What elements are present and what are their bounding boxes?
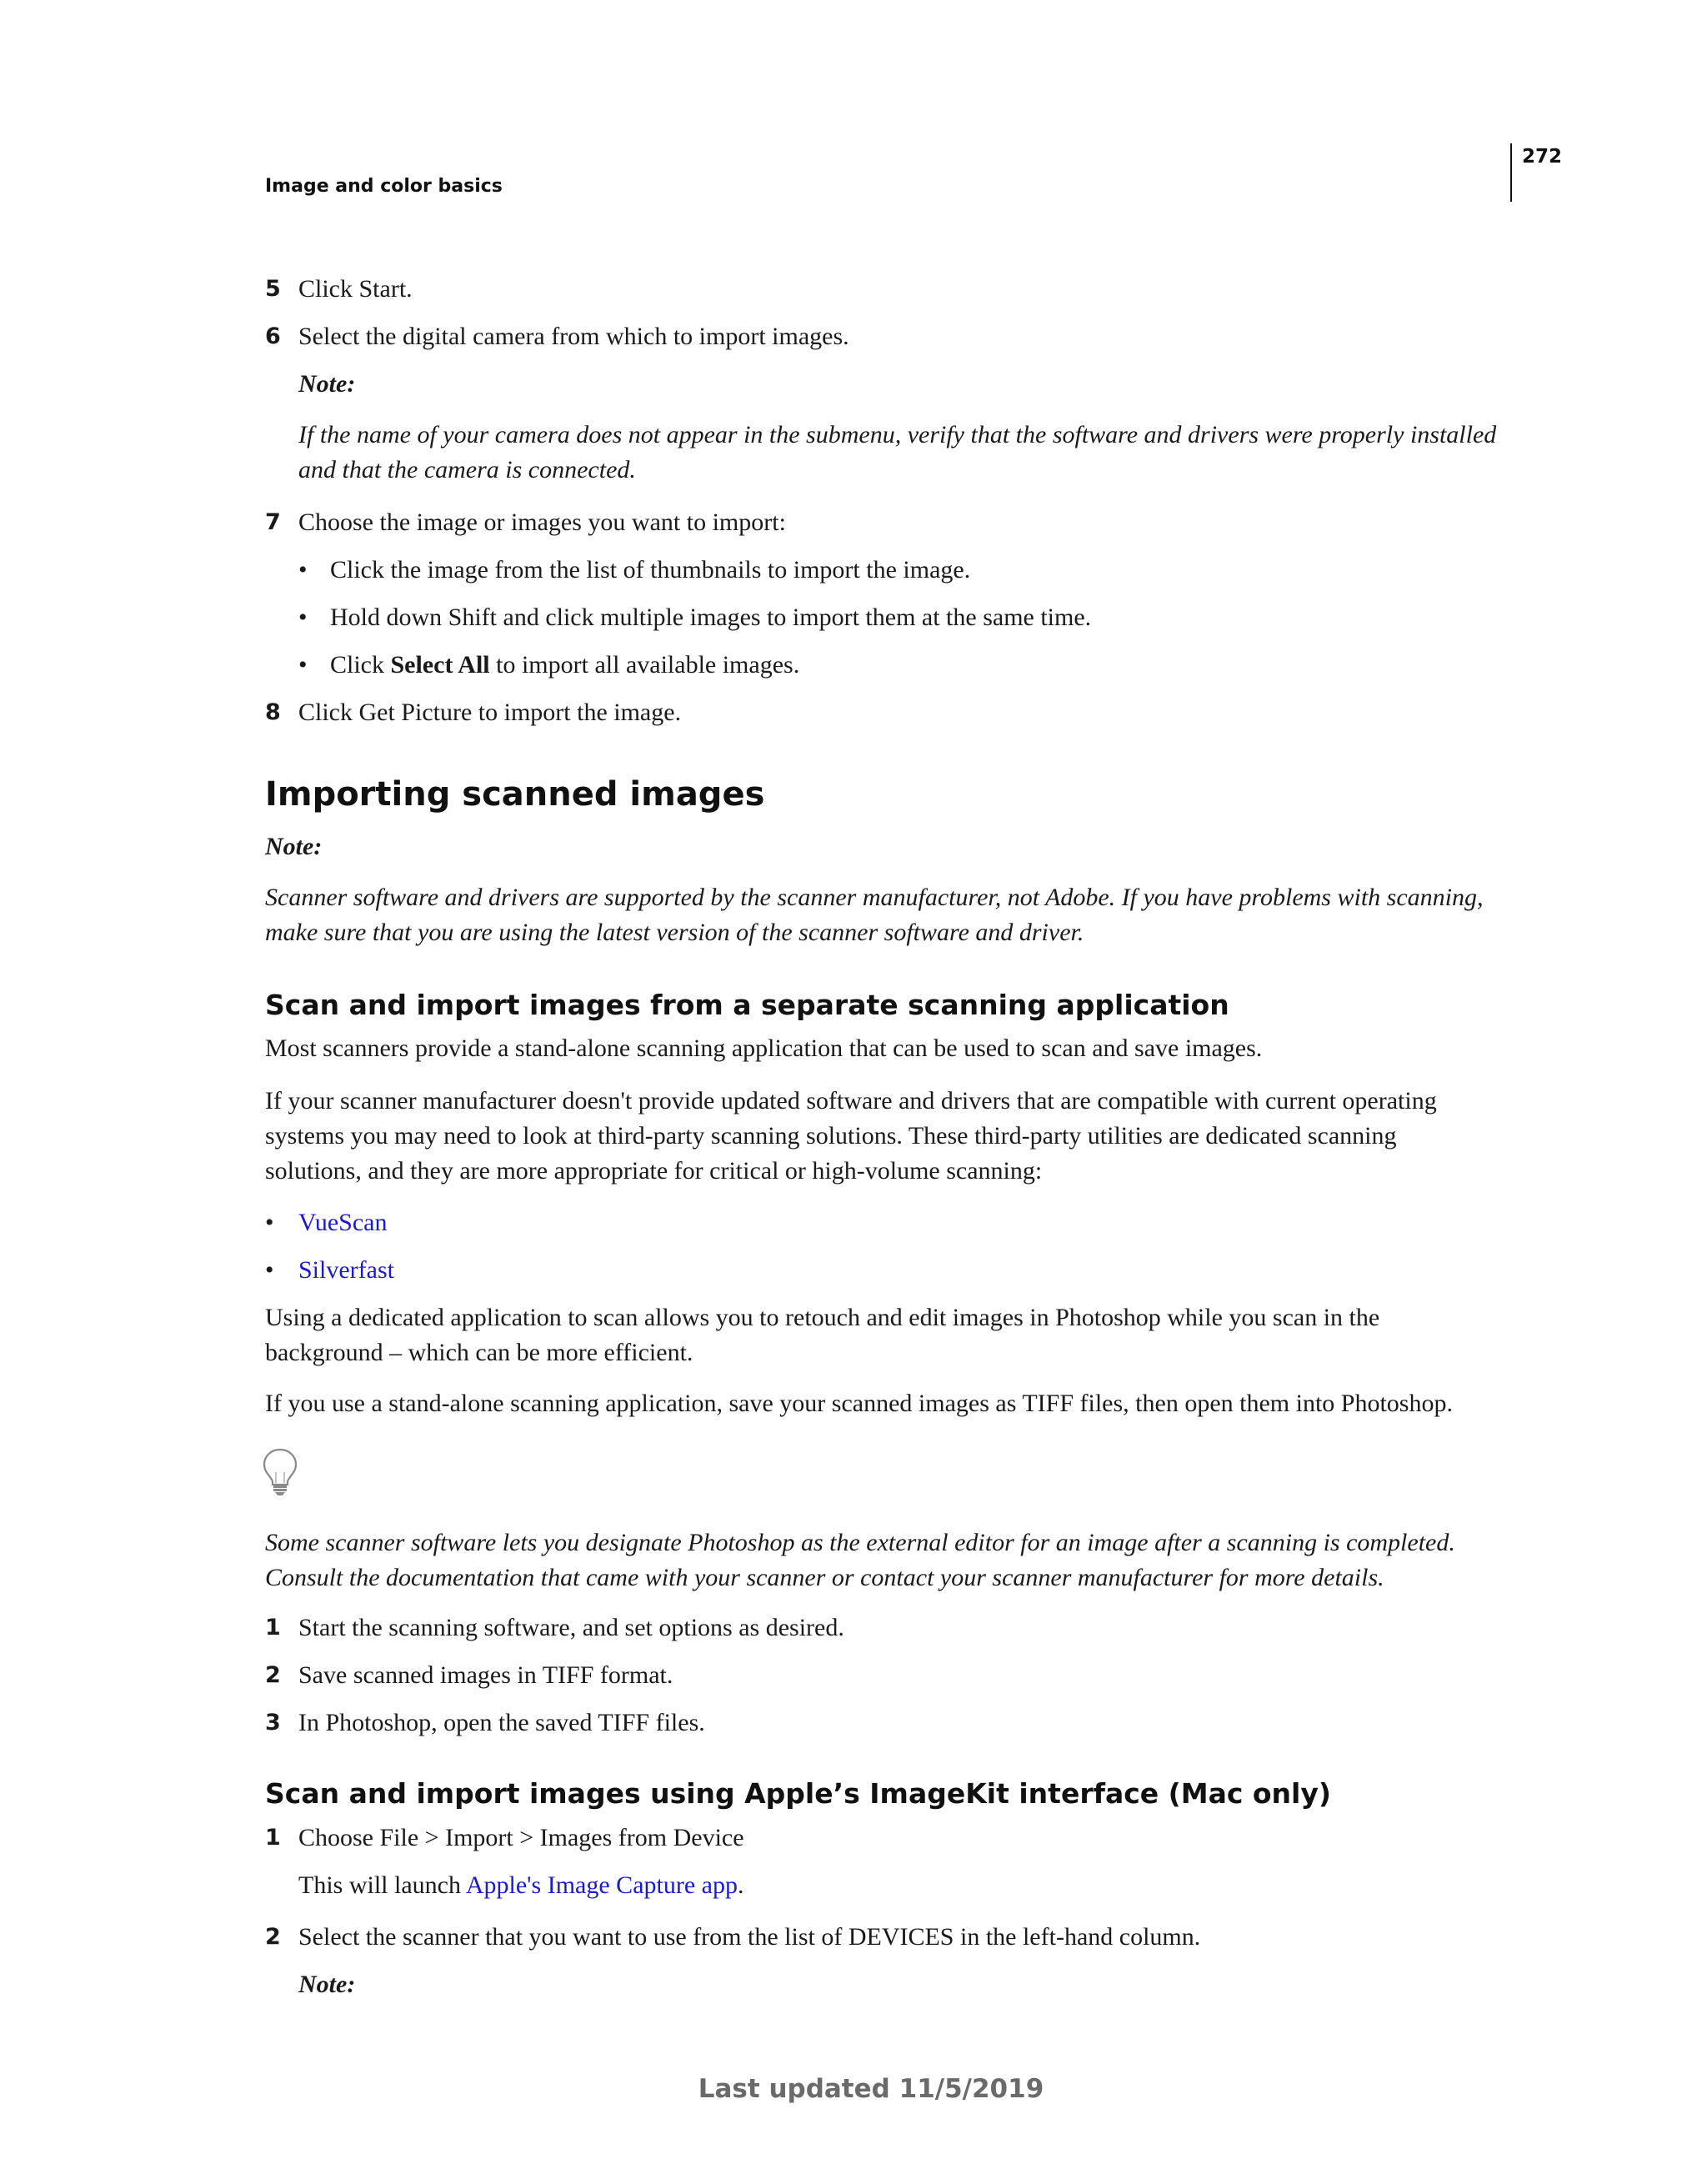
ui-term: Select All	[390, 651, 490, 679]
list-item-text: Hold down Shift and click multiple images to import them at the same time.	[330, 604, 1092, 631]
step-text: Save scanned images in TIFF format.	[298, 1661, 673, 1689]
paragraph-line: Most scanners provide a stand-alone scanning application that can be used to scan and save images.	[265, 1034, 1263, 1062]
step-text: Choose File > Import > Images from Device	[298, 1824, 744, 1851]
paragraph-line: background – which can be more efficient.	[265, 1339, 693, 1366]
step-text: Click Start.	[298, 275, 413, 303]
step-text: Select the digital camera from which to import images.	[298, 323, 849, 350]
step-number: 6	[265, 323, 281, 349]
note-label: Note:	[298, 1971, 356, 1998]
bullet-mark: •	[265, 1209, 274, 1236]
step-number: 3	[265, 1710, 281, 1736]
step-number: 8	[265, 699, 281, 725]
subsection-heading: Scan and import images from a separate scanning application	[265, 989, 1229, 1021]
paragraph-line: If your scanner manufacturer doesn't provide updated software and drivers that are compatible with current operating	[265, 1087, 1437, 1115]
list-item-text: Click the image from the list of thumbnails to import the image.	[330, 556, 971, 584]
step-text: Click Get Picture to import the image.	[298, 699, 682, 726]
header-divider	[1510, 143, 1512, 202]
step-text: Select the scanner that you want to use from the list of DEVICES in the left-hand column.	[298, 1923, 1201, 1951]
paragraph	[265, 1386, 1507, 1421]
bullet-mark: •	[298, 651, 308, 679]
paragraph-line: If you use a stand-alone scanning application, save your scanned images as TIFF files, then open them into Photoshop.	[265, 1390, 1453, 1417]
tip-line: Consult the documentation that came with your scanner or contact your scanner manufacturer for more details.	[265, 1564, 1384, 1591]
step-number: 1	[265, 1825, 281, 1851]
note-line: If the name of your camera does not appear in the submenu, verify that the software and drivers were properly installed	[298, 421, 1497, 448]
note-label: Note:	[265, 833, 323, 860]
note-label: Note:	[298, 370, 356, 398]
note-body	[298, 418, 1515, 488]
step-number: 2	[265, 1662, 281, 1688]
step-text: In Photoshop, open the saved TIFF files.	[298, 1709, 705, 1736]
step-number: 5	[265, 276, 281, 302]
paragraph-line: solutions, and they are more appropriate for critical or high-volume scanning:	[265, 1157, 1043, 1185]
bullet-mark: •	[265, 1256, 274, 1284]
note-body	[265, 880, 1484, 950]
step-number: 7	[265, 509, 281, 535]
running-header: Image and color basics	[265, 176, 503, 197]
footer-last-updated: Last updated 11/5/2019	[698, 2074, 1044, 2104]
note-line: Scanner software and drivers are supported by the scanner manufacturer, not Adobe. If you have problems with scanning,	[265, 884, 1484, 911]
tip-line: Some scanner software lets you designate Photoshop as the external editor for an image after a scanning is completed.	[265, 1529, 1455, 1556]
step-text: Choose the image or images you want to import:	[298, 508, 786, 536]
page-number: 272	[1522, 146, 1563, 168]
subsection-heading: Scan and import images using Apple’s ImageKit interface (Mac only)	[265, 1777, 1331, 1810]
tip-text	[265, 1525, 1507, 1595]
silverfast-link[interactable]: Silverfast	[298, 1256, 394, 1284]
paragraph	[265, 1084, 1507, 1189]
vuescan-link[interactable]: VueScan	[298, 1209, 388, 1236]
paragraph	[265, 1031, 1507, 1066]
bullet-mark: •	[298, 556, 308, 584]
text-run: This will launch	[298, 1871, 466, 1899]
paragraph	[298, 1868, 743, 1903]
image-capture-link[interactable]: Apple's Image Capture app	[465, 1871, 738, 1899]
paragraph	[265, 1300, 1507, 1370]
step-number: 2	[265, 1924, 281, 1950]
bullet-mark: •	[298, 604, 308, 631]
text-run: to import all available images.	[489, 651, 800, 679]
lightbulb-icon	[262, 1447, 298, 1497]
step-number: 1	[265, 1615, 281, 1641]
list-item-text	[330, 648, 799, 683]
step-text: Start the scanning software, and set options as desired.	[298, 1614, 844, 1641]
text-run: .	[737, 1871, 744, 1899]
text-run: Click	[330, 651, 391, 679]
paragraph-line: Using a dedicated application to scan allows you to retouch and edit images in Photoshop while you scan in the	[265, 1304, 1380, 1331]
section-heading: Importing scanned images	[265, 775, 765, 814]
note-line: make sure that you are using the latest version of the scanner software and driver.	[265, 919, 1084, 946]
note-line: and that the camera is connected.	[298, 456, 636, 483]
paragraph-line: systems you may need to look at third-party scanning solutions. These third-party utilities are dedicated scanning	[265, 1122, 1397, 1150]
